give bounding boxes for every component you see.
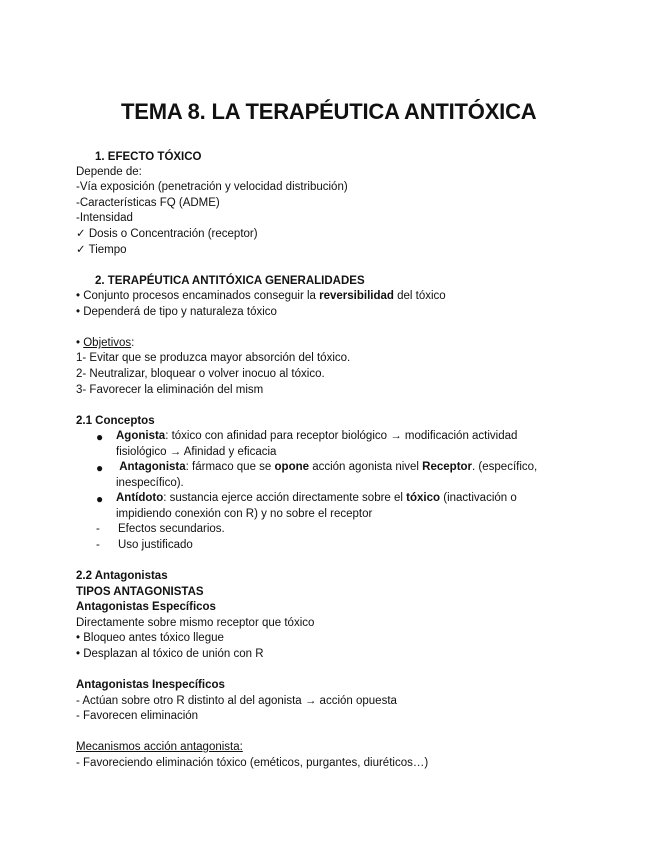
page-title: TEMA 8. LA TERAPÉUTICA ANTITÓXICA bbox=[121, 99, 537, 124]
section-heading-antagonistas: 2.2 Antagonistas bbox=[76, 570, 168, 582]
text-line: -Características FQ (ADME) bbox=[76, 197, 220, 209]
text-line: Directamente sobre mismo receptor que tóxico bbox=[76, 617, 315, 629]
text-line: - Actúan sobre otro R distinto al del agonista → acción opuesta bbox=[76, 695, 397, 707]
text-line: fisiológico → Afinidad y eficacia bbox=[116, 446, 277, 458]
text-line: -Vía exposición (penetración y velocidad distribución) bbox=[76, 181, 348, 193]
subheading-especificos: Antagonistas Específicos bbox=[76, 601, 216, 613]
text-line: • Desplazan al tóxico de unión con R bbox=[76, 648, 264, 660]
bold-term-receptor: Receptor bbox=[422, 461, 473, 473]
text-span: : sustancia ejerce acción directamente sobre el bbox=[163, 492, 407, 504]
text-line: • Bloqueo antes tóxico llegue bbox=[76, 632, 224, 644]
text-span: (inactivación o bbox=[440, 492, 517, 504]
text-span: • bbox=[76, 337, 84, 349]
objetivos-label-line bbox=[76, 336, 134, 350]
bold-term-reversibilidad: reversibilidad bbox=[319, 290, 394, 302]
text-line: Depende de: bbox=[76, 166, 142, 178]
bold-term-agonista: Agonista bbox=[116, 430, 166, 442]
list-item: Uso justificado bbox=[118, 539, 193, 551]
bullet-icon: ● bbox=[96, 461, 104, 475]
text-span: : tóxico con afinidad para receptor biológico → modificación actividad bbox=[165, 430, 518, 442]
list-item: 2- Neutralizar, bloquear o volver inocuo al tóxico. bbox=[76, 368, 325, 380]
text-span: acción agonista nivel bbox=[309, 461, 423, 473]
subheading-mecanismos: Mecanismos acción antagonista: bbox=[76, 741, 243, 753]
text-line: inespecífico). bbox=[116, 477, 184, 489]
text-line: ✓ Tiempo bbox=[76, 244, 127, 256]
text-span: : fármaco que se bbox=[185, 461, 275, 473]
objetivos-label: Objetivos bbox=[83, 337, 132, 349]
subheading-inespecificos: Antagonistas Inespecíficos bbox=[76, 679, 225, 691]
bold-term-antidoto: Antídoto bbox=[116, 492, 164, 504]
concept-antagonista bbox=[116, 460, 578, 475]
list-item: 1- Evitar que se produzca mayor absorción del tóxico. bbox=[76, 352, 351, 364]
concept-agonista bbox=[116, 429, 578, 444]
text-line: - Favorecen eliminación bbox=[76, 710, 199, 722]
list-item: Efectos secundarios. bbox=[118, 523, 225, 535]
text-span: : bbox=[131, 337, 135, 349]
text-line: -Intensidad bbox=[76, 212, 133, 224]
text-line: • Dependerá de tipo y naturaleza tóxico bbox=[76, 306, 277, 318]
section-heading-generalidades: 2. TERAPÉUTICA ANTITÓXICA GENERALIDADES bbox=[95, 275, 365, 287]
text-line: - Favoreciendo eliminación tóxico (eméticos, purgantes, diuréticos…) bbox=[76, 757, 429, 769]
text-span: • Conjunto procesos encaminados conseguir la bbox=[76, 290, 320, 302]
bold-term-antagonista: Antagonista bbox=[119, 461, 186, 473]
text-line bbox=[76, 289, 446, 303]
concept-antidoto bbox=[116, 491, 578, 506]
dash-marker: - bbox=[96, 523, 100, 535]
text-span: del tóxico bbox=[393, 290, 446, 302]
bullet-icon: ● bbox=[96, 492, 104, 506]
list-item: 3- Favorecer la eliminación del mism bbox=[76, 384, 264, 396]
text-line: ✓ Dosis o Concentración (receptor) bbox=[76, 228, 258, 240]
text-line: impidiendo conexión con R) y no sobre el receptor bbox=[116, 508, 373, 520]
bold-term-toxico: tóxico bbox=[406, 492, 441, 504]
section-heading-efecto-toxico: 1. EFECTO TÓXICO bbox=[95, 151, 202, 163]
section-heading-conceptos: 2.1 Conceptos bbox=[76, 415, 155, 427]
bold-term-opone: opone bbox=[274, 461, 310, 473]
text-span: . (específico, bbox=[472, 461, 538, 473]
subheading-tipos: TIPOS ANTAGONISTAS bbox=[76, 586, 204, 598]
bullet-icon: ● bbox=[96, 430, 104, 444]
dash-marker: - bbox=[96, 539, 100, 551]
